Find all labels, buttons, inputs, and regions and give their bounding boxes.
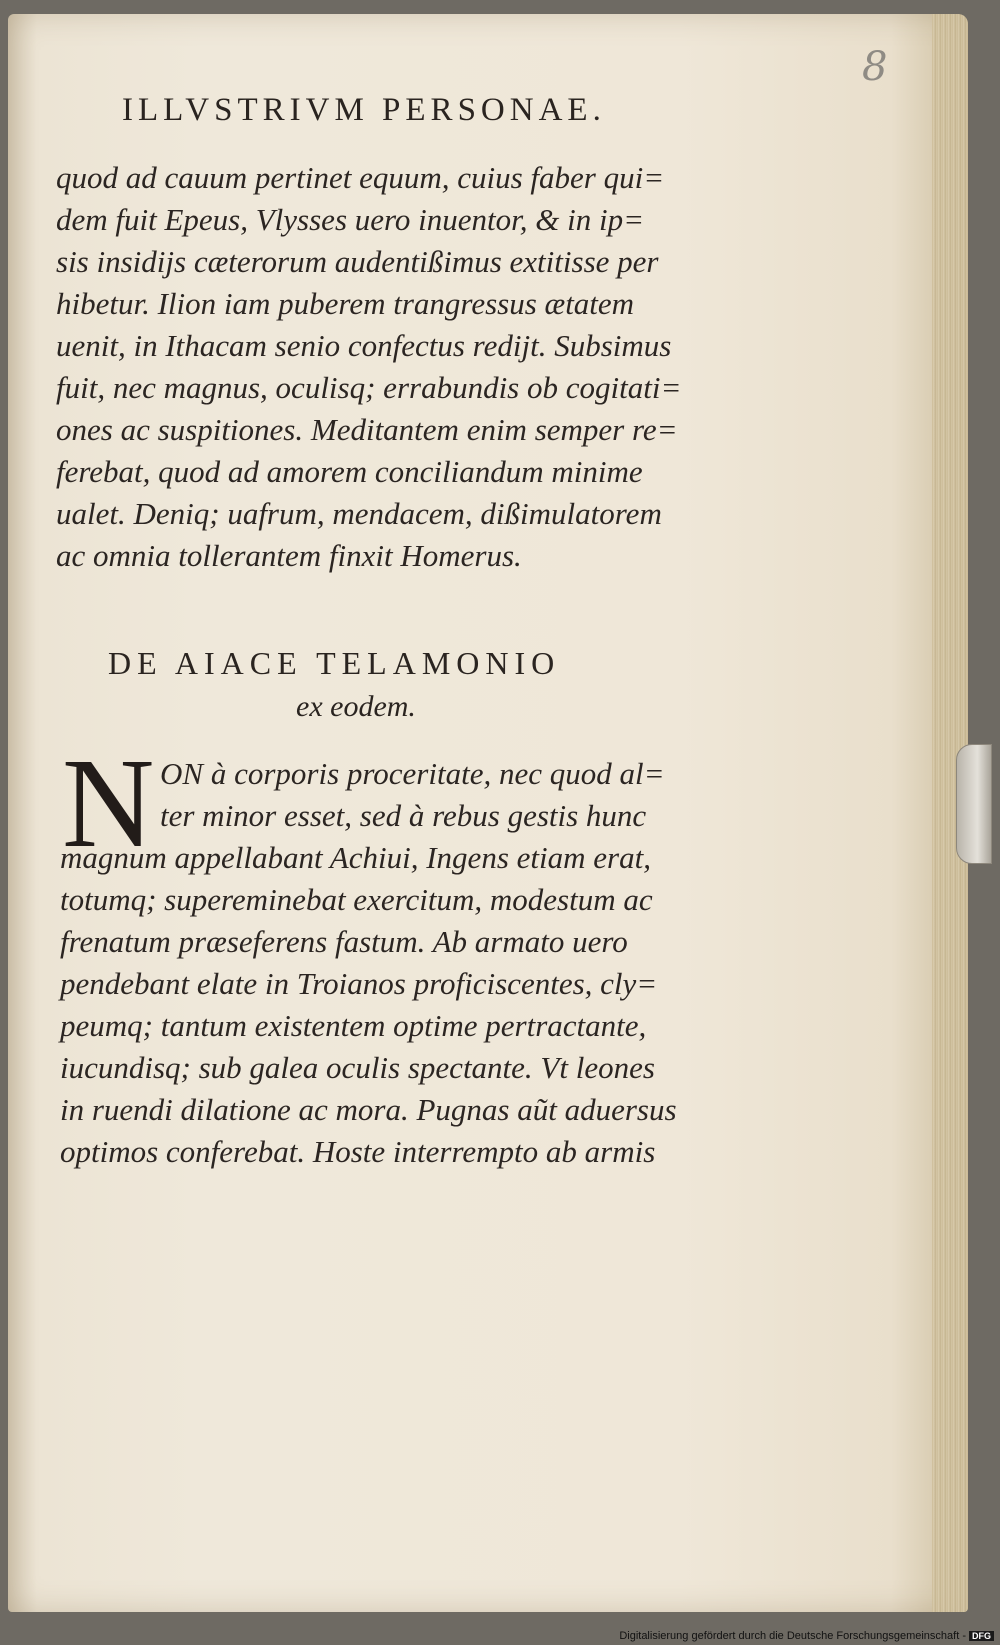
text-line: frenatum præseferens fastum. Ab armato uero <box>60 924 628 959</box>
text-line: optimos conferebat. Hoste interrempto ab armis <box>60 1134 656 1169</box>
drop-cap: N <box>62 732 155 874</box>
text-line: dem fuit Epeus, Vlysses uero inuentor, & in ip= <box>56 202 645 237</box>
text-line: ON à corporis proceritate, nec quod al= <box>160 756 665 791</box>
text-line: hibetur. Ilion iam puberem trangressus ætatem <box>56 286 635 321</box>
text-line: ter minor esset, sed à rebus gestis hunc <box>160 798 647 833</box>
running-head: ILLVSTRIVM PERSONAE. <box>122 92 606 128</box>
text-line: peumq; tantum existentem optime pertractante, <box>60 1008 647 1043</box>
text-line: magnum appellabant Achiui, Ingens etiam erat, <box>60 840 651 875</box>
text-line: uenit, in Ithacam senio confectus redijt. Subsimus <box>56 328 672 363</box>
text-line: totumq; supereminebat exercitum, modestum ac <box>60 882 653 917</box>
text-line: iucundisq; sub galea oculis spectante. Vt leones <box>60 1050 655 1085</box>
section-subheading: ex eodem. <box>296 690 416 723</box>
text-line: ac omnia tollerantem finxit Homerus. <box>56 538 522 573</box>
text-line: in ruendi dilatione ac mora. Pugnas aũt aduersus <box>60 1092 677 1127</box>
folio-number: 8 <box>862 44 888 90</box>
credit-text: Digitalisierung gefördert durch die Deutsche Forschungsgemeinschaft - <box>619 1630 966 1642</box>
text-line: ones ac suspitiones. Meditantem enim semper re= <box>56 412 678 447</box>
page-clip <box>956 744 992 864</box>
text-line: ferebat, quod ad amorem conciliandum minime <box>56 454 643 489</box>
text-line: pendebant elate in Troianos proficiscentes, cly= <box>60 966 658 1001</box>
dfg-logo: DFG <box>969 1631 994 1641</box>
section-heading: DE AIACE TELAMONIO <box>108 645 561 681</box>
text-line: quod ad cauum pertinet equum, cuius faber qui= <box>56 160 665 195</box>
text-line: fuit, nec magnus, oculisq; errabundis ob cogitati= <box>56 370 682 405</box>
text-line: sis insidijs cæterorum audentißimus extitisse per <box>56 244 659 279</box>
digitization-credit <box>619 1630 994 1642</box>
text-line: ualet. Deniq; uafrum, mendacem, dißimulatorem <box>56 496 662 531</box>
